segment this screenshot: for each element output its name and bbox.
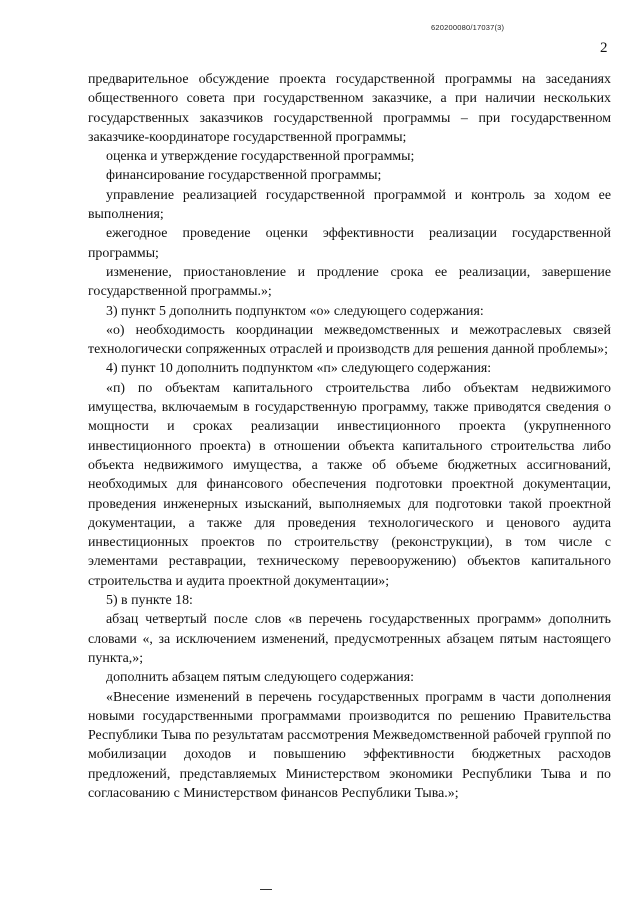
paragraph: «Внесение изменений в перечень государственных программ в части дополнения новыми государственными программами производится по решению Правительства Республики Тыва по результатам рассмотрения Межведомственной рабочей группой по мобилизации доходов и повышению эффективности бюджетных расходов предложений, представляемых Министерством экономики Республики Тыва и по согласованию с Министерством финансов Республики Тыва.»; bbox=[88, 689, 611, 801]
paragraph: дополнить абзацем пятым следующего содержания: bbox=[106, 670, 414, 686]
paragraph: «п) по объектам капитального строительства либо объектам недвижимого имущества, включаемым в государственную программу, также приводятся сведения о мощности и сроках реализации инвестиционного проекта (укрупненного инвестиционного проекта) в отношении объекта капитального строительства либо объекта недвижимого имущества, а также об объеме бюджетных ассигнований, необходимых для финансового обеспечения подготовки проектной документации, проведения инженерных изысканий, выполняемых для подготовки такой проектной документации, а также для проведения технологического и ценового аудита инвестиционных проектов по строительству (реконструкции), в том числе с элементами реставрации, техническому перевооружению) объектов капитального строительства и аудита проектной документации»; bbox=[88, 380, 611, 589]
paragraph: финансирование государственной программы; bbox=[106, 168, 382, 184]
paragraph: предварительное обсуждение проекта государственной программы на заседаниях общественного совета при государственном заказчике, а при наличии нескольких государственных заказчиков государственной программы – при государственном заказчике-координаторе государственной программы; bbox=[88, 72, 611, 145]
document-body bbox=[88, 70, 611, 803]
paragraph: 5) в пункте 18: bbox=[106, 593, 193, 609]
paragraph: абзац четвертый после слов «в перечень государственных программ» дополнить словами «, за исключением изменений, предусмотренных абзацем пятым настоящего пункта,»; bbox=[88, 612, 611, 666]
document-registration-code: 620200080/17037(3) bbox=[431, 23, 505, 32]
paragraph: ежегодное проведение оценки эффективности реализации государственной программы; bbox=[88, 226, 611, 261]
paragraph: изменение, приостановление и продление срока ее реализации, завершение государственной программы.»; bbox=[88, 264, 611, 300]
paragraph: 3) пункт 5 дополнить подпунктом «о» следующего содержания: bbox=[106, 303, 484, 319]
paragraph: управление реализацией государственной программой и контроль за ходом ее выполнения; bbox=[88, 187, 611, 223]
paragraph: «о) необходимость координации межведомственных и межотраслевых связей технологически сопряженных отраслей и производств для решения данной проблемы»; bbox=[88, 322, 611, 358]
page-number: 2 bbox=[600, 40, 608, 56]
paragraph: 4) пункт 10 дополнить подпунктом «п» следующего содержания: bbox=[106, 361, 492, 377]
paragraph: оценка и утверждение государственной программы; bbox=[106, 149, 415, 165]
page-bottom-mark bbox=[260, 889, 272, 892]
